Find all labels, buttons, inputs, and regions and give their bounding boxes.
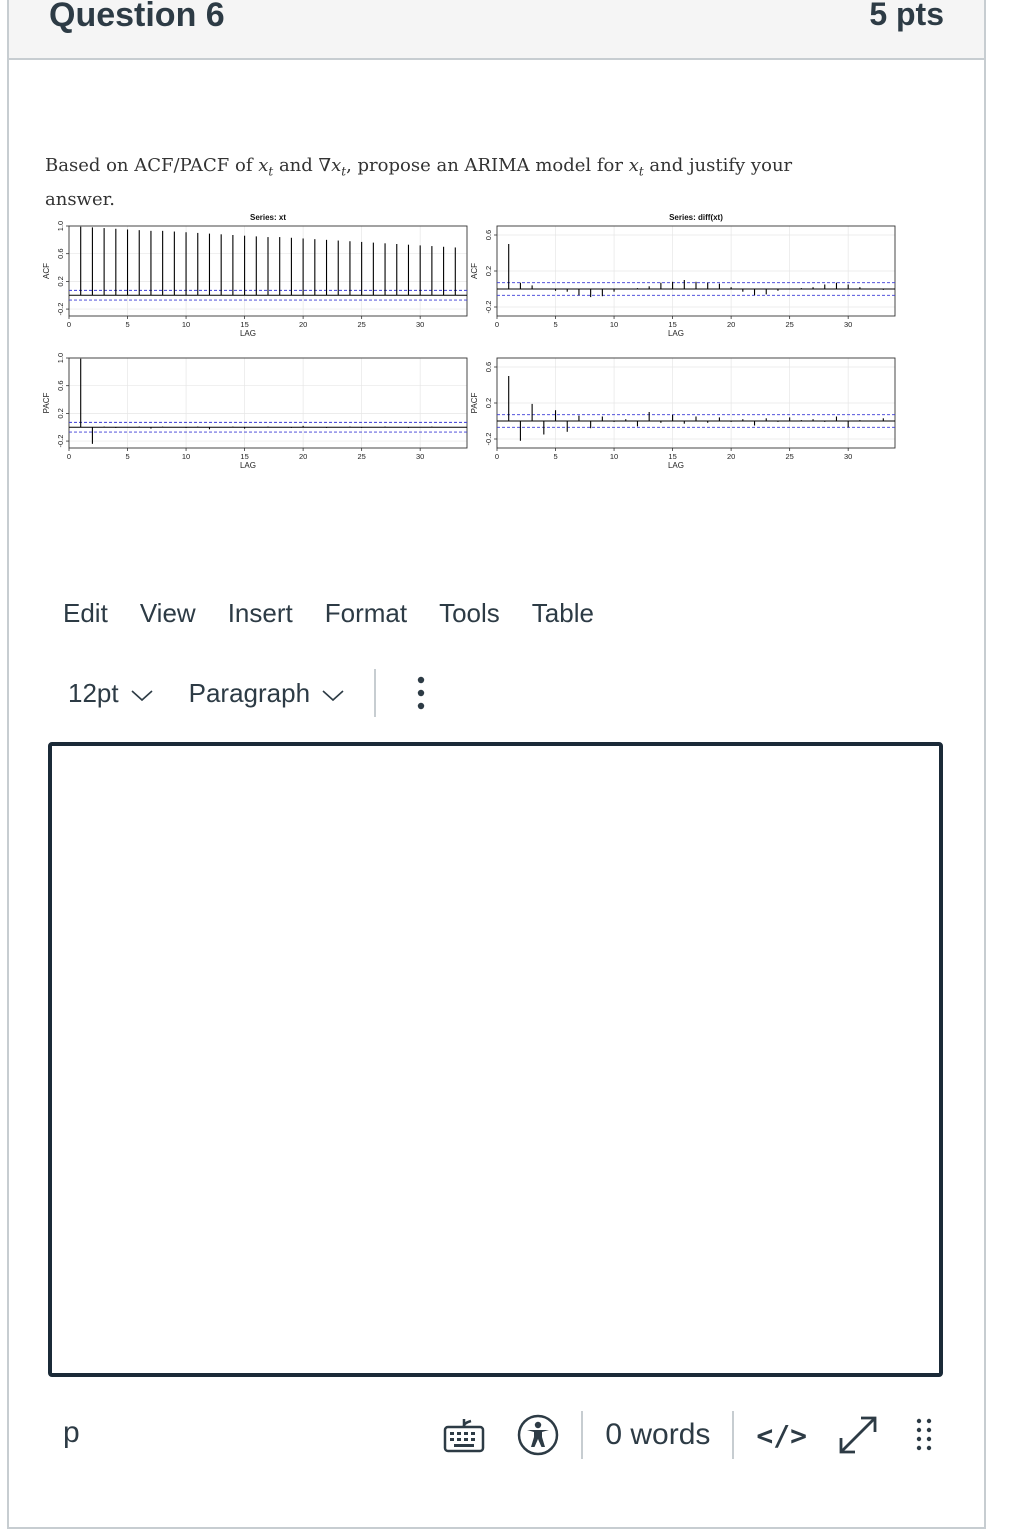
x-axis-label: LAG	[667, 329, 685, 338]
x-tick-label: 20	[298, 320, 308, 329]
prompt-text: , propose an ARIMA model for	[346, 155, 629, 176]
x-tick-label: 25	[785, 452, 794, 461]
x-tick-label: 30	[844, 320, 853, 329]
acf-pacf-figure	[42, 208, 912, 478]
toolbar-divider	[374, 669, 376, 717]
x-tick-label: 5	[553, 452, 558, 461]
menu-insert[interactable]: Insert	[227, 598, 293, 628]
y-tick-label: -0.2	[56, 302, 65, 316]
statusbar-actions	[443, 1410, 933, 1460]
question-points: 5 pts	[869, 0, 944, 32]
y-tick-label: -0.2	[56, 434, 65, 448]
plot-frame	[69, 358, 467, 448]
rich-text-editor[interactable]	[48, 742, 943, 1377]
prompt-math-sub: t	[268, 164, 274, 179]
x-tick-label: 30	[416, 320, 425, 329]
editor-content[interactable]	[52, 746, 939, 770]
menu-edit[interactable]: Edit	[63, 598, 108, 628]
word-count[interactable]: 0 words	[605, 1418, 711, 1451]
x-tick-label: 10	[181, 452, 191, 461]
y-tick-label: 1.0	[56, 220, 65, 232]
y-tick-label: -0.2	[484, 432, 493, 446]
prompt-math-sub: t	[638, 164, 644, 179]
accessibility-icon[interactable]	[517, 1414, 559, 1456]
acf-pacf-plots	[42, 208, 912, 478]
statusbar-divider	[732, 1411, 734, 1459]
x-tick-label: 25	[357, 320, 366, 329]
editor-menubar	[63, 598, 626, 629]
chart-title: Series: diff(xt)	[669, 213, 723, 222]
menu-view[interactable]: View	[139, 598, 196, 628]
x-tick-label: 15	[240, 452, 249, 461]
x-axis-label: LAG	[239, 461, 257, 470]
x-tick-label: 0	[66, 320, 72, 329]
x-tick-label: 15	[668, 320, 677, 329]
x-tick-label: 0	[494, 452, 500, 461]
y-axis-label: PACF	[42, 392, 51, 414]
x-tick-label: 5	[125, 320, 130, 329]
prompt-nabla: ∇	[318, 155, 332, 176]
block-format-dropdown[interactable]	[189, 678, 344, 709]
prompt-text: and justify your answer.	[45, 155, 793, 210]
chevron-down-icon	[131, 678, 153, 709]
x-tick-label: 30	[416, 452, 425, 461]
menu-tools[interactable]: Tools	[439, 598, 500, 628]
y-tick-label: 1.0	[56, 352, 65, 364]
resize-grip-icon[interactable]	[915, 1417, 933, 1453]
editor-statusbar	[48, 1408, 943, 1460]
y-axis-label: PACF	[470, 392, 479, 414]
x-axis-label: LAG	[667, 461, 685, 470]
editor-toolbar	[68, 668, 426, 718]
x-tick-label: 10	[609, 320, 619, 329]
y-tick-label: 0.6	[484, 361, 493, 373]
element-path[interactable]: p	[63, 1416, 80, 1449]
font-size-dropdown[interactable]	[68, 678, 153, 709]
x-tick-label: 20	[298, 452, 308, 461]
chart-title: Series: xt	[249, 213, 287, 222]
prompt-math: x	[628, 155, 639, 176]
question-header	[9, 0, 984, 60]
x-tick-label: 15	[240, 320, 249, 329]
y-tick-label: 0.2	[484, 397, 493, 409]
x-tick-label: 5	[125, 452, 130, 461]
y-tick-label: 0.6	[484, 229, 493, 241]
x-tick-label: 25	[785, 320, 794, 329]
y-axis-label: ACF	[42, 263, 51, 279]
menu-format[interactable]: Format	[324, 598, 408, 628]
x-axis-label: LAG	[239, 329, 257, 338]
x-tick-label: 0	[66, 452, 72, 461]
menu-table[interactable]: Table	[531, 598, 594, 628]
x-tick-label: 20	[726, 320, 736, 329]
keyboard-icon[interactable]	[443, 1417, 485, 1453]
x-tick-label: 0	[494, 320, 500, 329]
x-tick-label: 30	[844, 452, 853, 461]
prompt-text: Based on ACF/PACF of	[45, 155, 259, 176]
x-tick-label: 10	[181, 320, 191, 329]
y-tick-label: 0.6	[56, 248, 65, 259]
statusbar-divider	[581, 1411, 583, 1459]
html-editor-toggle[interactable]: </>	[756, 1418, 807, 1452]
chevron-down-icon	[322, 678, 344, 709]
y-tick-label: -0.2	[484, 300, 493, 314]
x-tick-label: 15	[668, 452, 677, 461]
x-tick-label: 10	[609, 452, 619, 461]
more-vertical-icon[interactable]	[416, 676, 426, 710]
question-prompt	[45, 152, 865, 213]
y-tick-label: 0.6	[56, 380, 65, 391]
y-axis-label: ACF	[470, 263, 479, 279]
prompt-math: x	[331, 155, 342, 176]
y-tick-label: 0.2	[56, 276, 65, 287]
x-tick-label: 5	[553, 320, 558, 329]
question-title: Question 6	[49, 0, 225, 34]
prompt-text: and	[273, 155, 319, 176]
prompt-math: x	[258, 155, 269, 176]
fullscreen-icon[interactable]	[837, 1414, 879, 1456]
prompt-math-sub: t	[341, 164, 347, 179]
font-size-value: 12pt	[68, 677, 119, 708]
y-tick-label: 0.2	[484, 265, 493, 277]
y-tick-label: 0.2	[56, 408, 65, 419]
x-tick-label: 20	[726, 452, 736, 461]
block-format-value: Paragraph	[188, 677, 311, 708]
x-tick-label: 25	[357, 452, 366, 461]
